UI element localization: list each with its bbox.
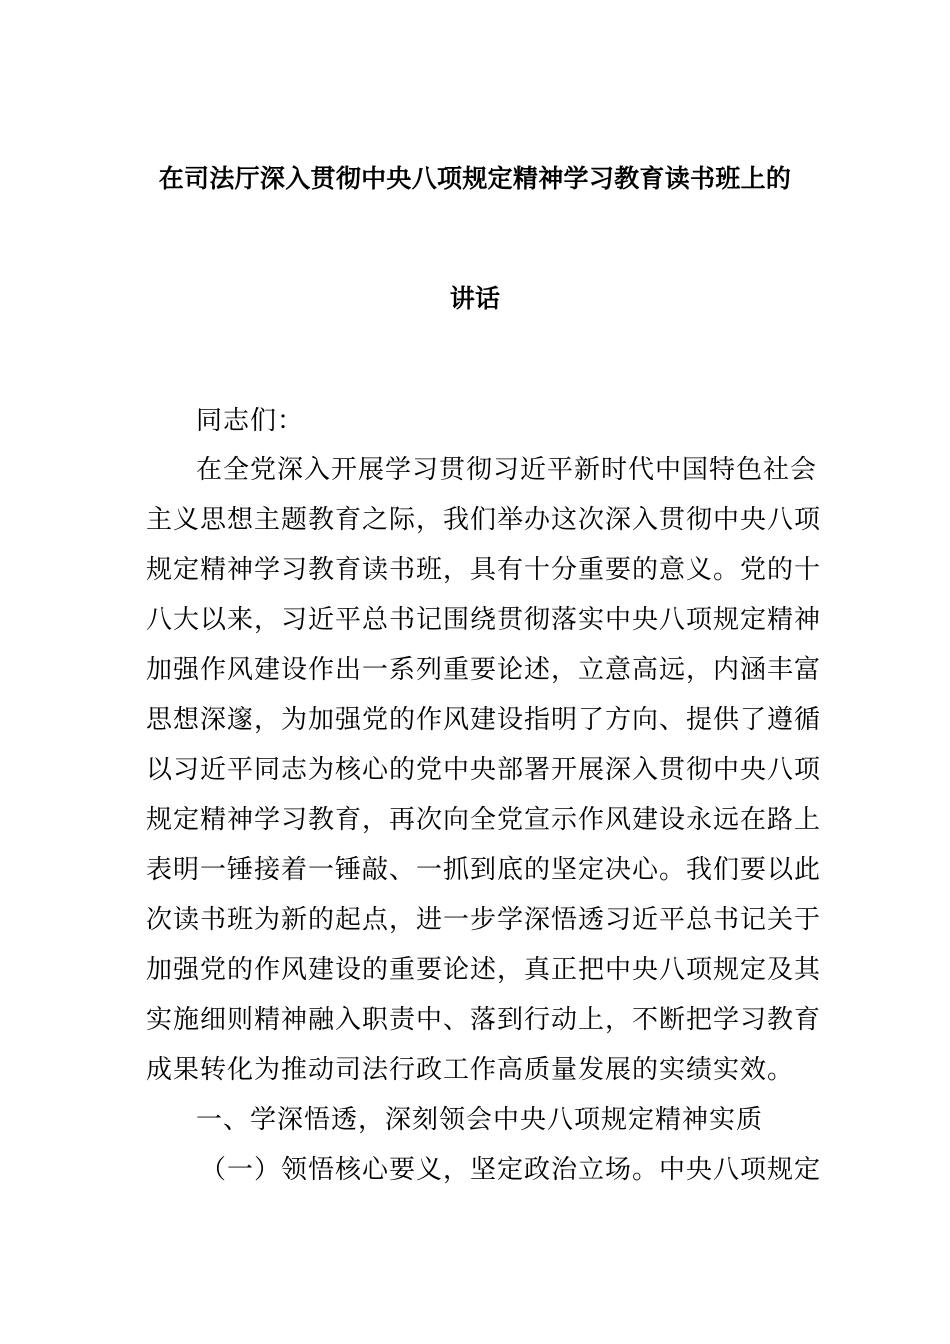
paragraph-line: 八大以来，习近平总书记围绕贯彻落实中央八项规定精神 (146, 605, 822, 635)
paragraph-line: 以习近平同志为核心的党中央部署开展深入贯彻中央八项 (146, 755, 822, 785)
section-heading: 一、学深悟透，深刻领会中央八项规定精神实质 (196, 1105, 764, 1135)
document-title-line-1: 在司法厅深入贯彻中央八项规定精神学习教育读书班上的 (158, 164, 792, 193)
salutation: 同志们： (196, 406, 305, 436)
paragraph-line: 加强党的作风建设的重要论述，真正把中央八项规定及其 (146, 955, 822, 985)
paragraph-line: 次读书班为新的起点，进一步学深悟透习近平总书记关于 (146, 905, 822, 935)
paragraph-line: 成果转化为推动司法行政工作高质量发展的实绩实效。 (146, 1055, 795, 1085)
paragraph-line: 规定精神学习教育读书班，具有十分重要的意义。党的十 (146, 555, 822, 585)
paragraph-line: 实施细则精神融入职责中、落到行动上，不断把学习教育 (146, 1005, 822, 1035)
paragraph-line: 加强作风建设作出一系列重要论述，立意高远，内涵丰富 (146, 655, 822, 685)
subsection-line: （一）领悟核心要义，坚定政治立场。中央八项规定 (200, 1155, 822, 1185)
paragraph-line: 思想深邃，为加强党的作风建设指明了方向、提供了遵循 (146, 705, 822, 735)
paragraph-line: 表明一锤接着一锤敲、一抓到底的坚定决心。我们要以此 (146, 855, 822, 885)
document-title-line-2: 讲话 (449, 284, 501, 313)
paragraph-line: 主义思想主题教育之际，我们举办这次深入贯彻中央八项 (146, 505, 822, 535)
paragraph-line: 在全党深入开展学习贯彻习近平新时代中国特色社会 (196, 455, 818, 485)
paragraph-line: 规定精神学习教育，再次向全党宣示作风建设永远在路上 (146, 805, 822, 835)
